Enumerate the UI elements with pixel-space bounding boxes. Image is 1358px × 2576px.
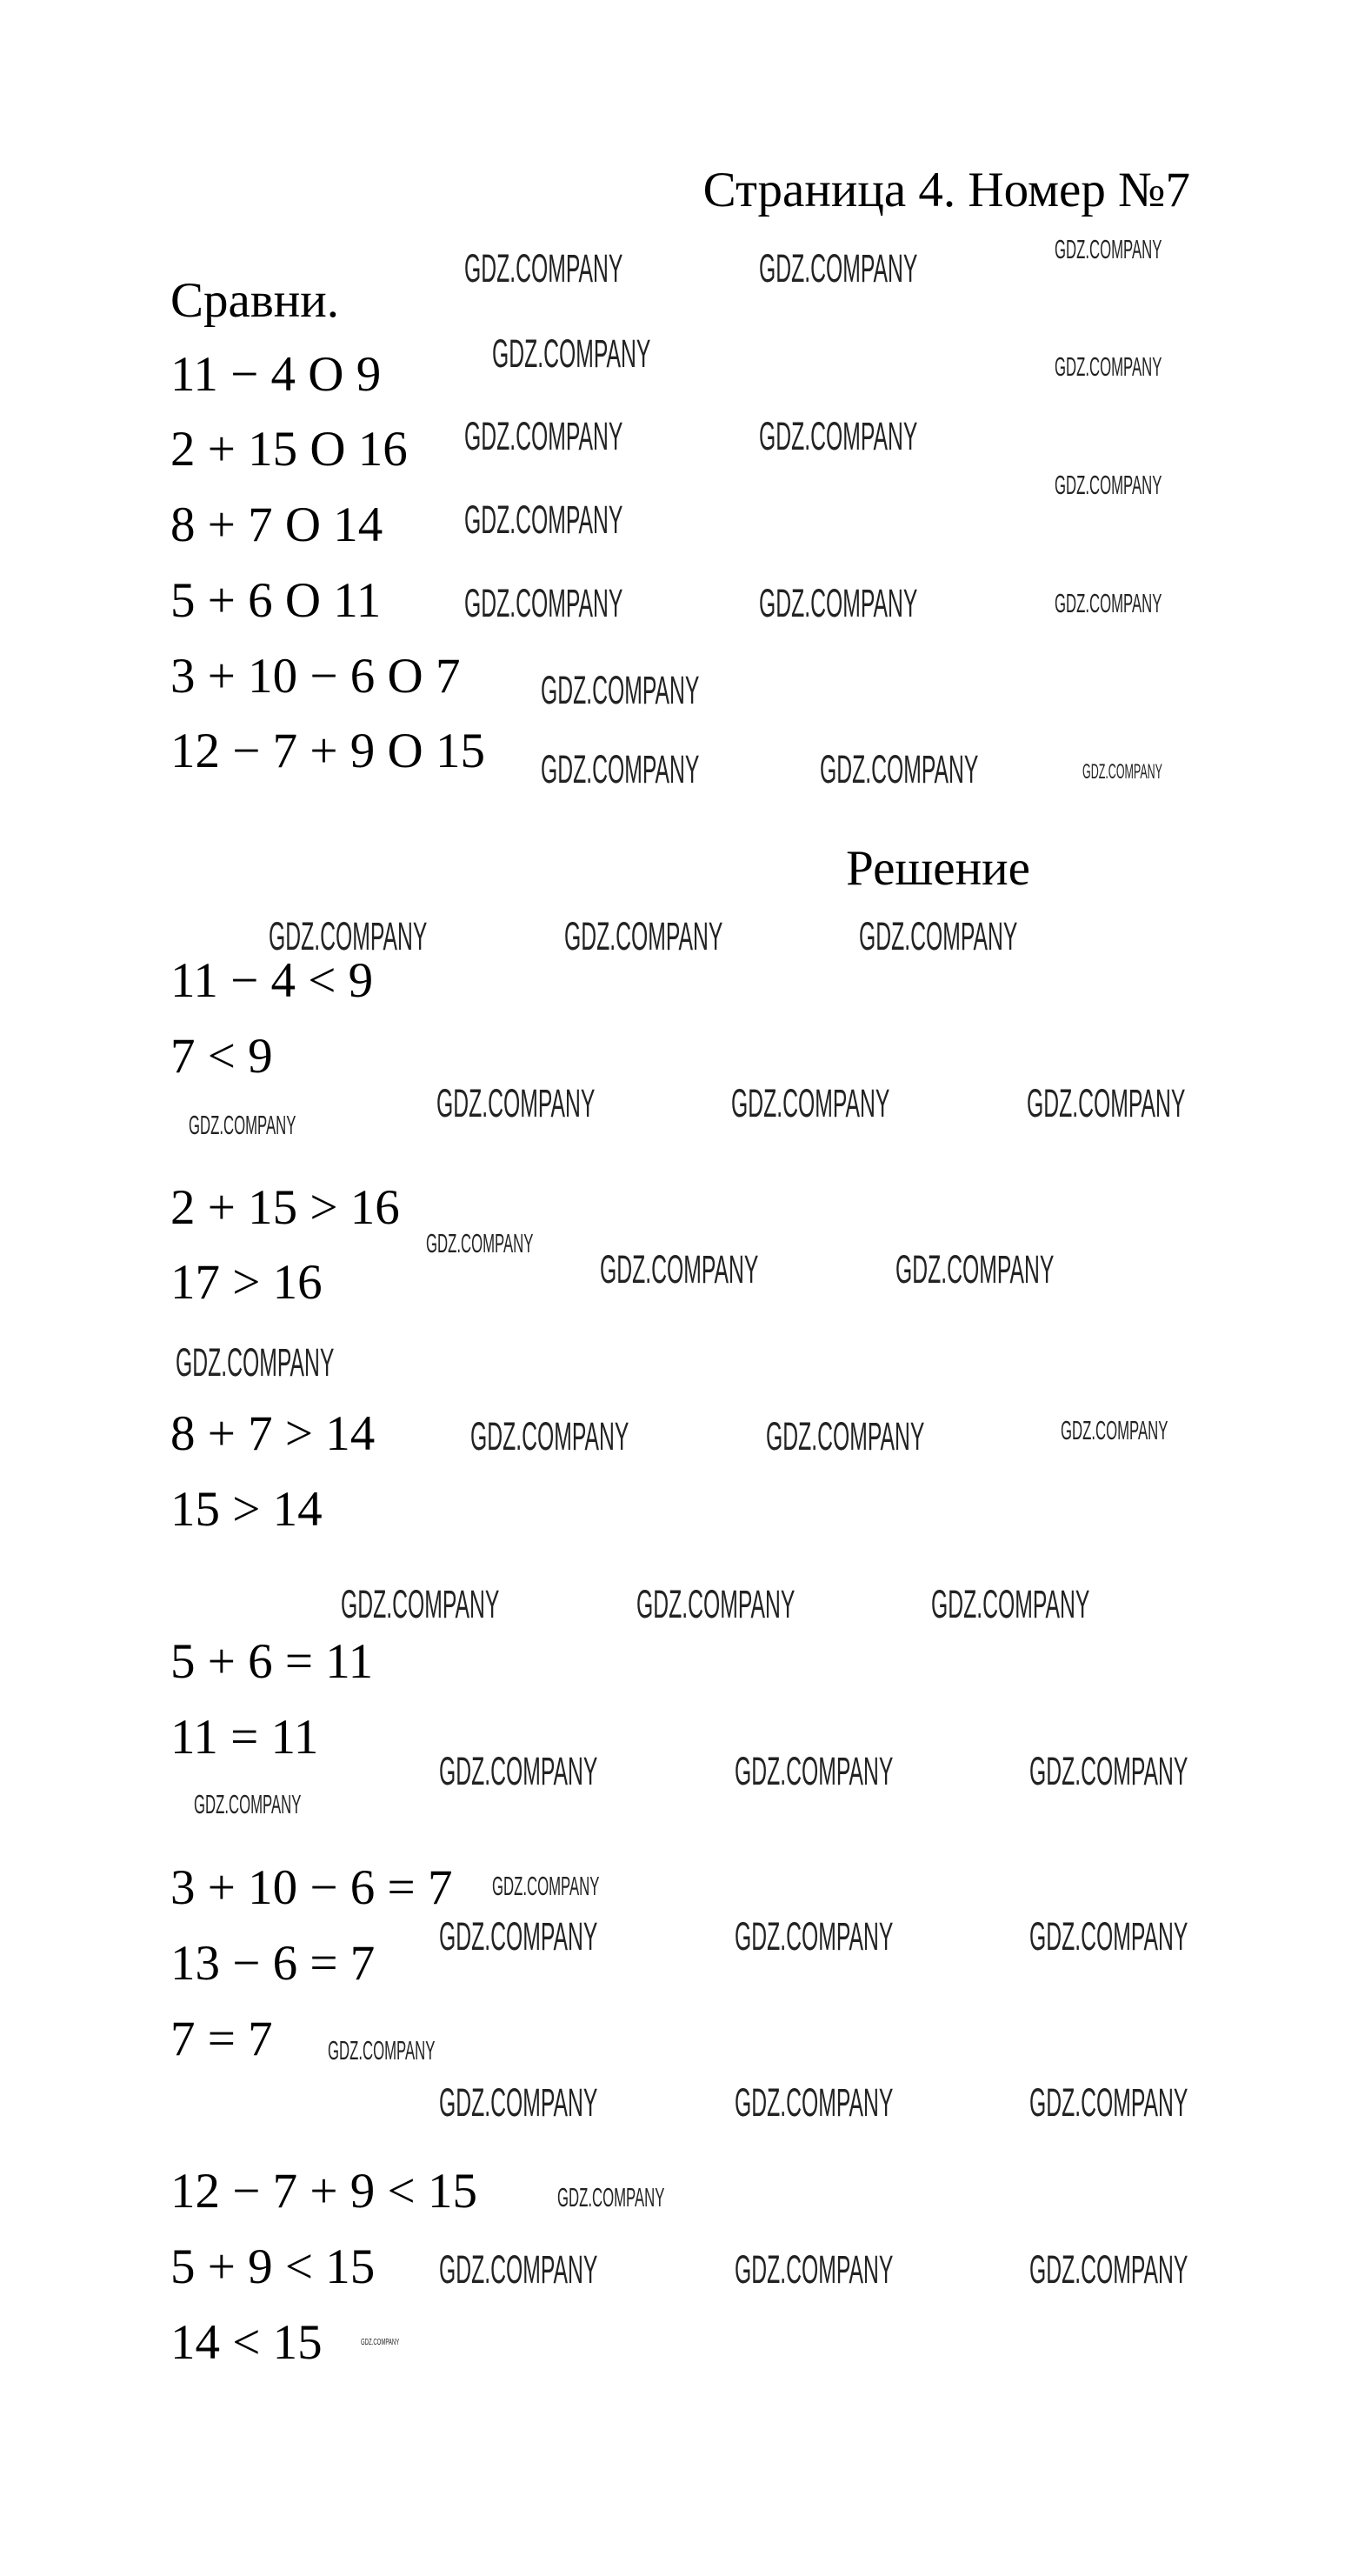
watermark: GDZ.COMPANY [895,1247,1055,1291]
solution-line: 14 < 15 [170,2315,323,2370]
watermark: GDZ.COMPANY [492,1871,600,1901]
task-item: 2 + 15 O 16 [170,422,408,477]
solution-line: 15 > 14 [170,1482,323,1537]
watermark: GDZ.COMPANY [759,414,918,458]
watermark: GDZ.COMPANY [328,2035,436,2065]
watermark: GDZ.COMPANY [931,1582,1090,1626]
watermark: GDZ.COMPANY [341,1582,500,1626]
task-item: 11 − 4 O 9 [170,347,382,402]
solution-line: 7 = 7 [170,2012,273,2066]
page-title: Страница 4. Номер №7 [702,163,1190,217]
watermark: GDZ.COMPANY [1055,470,1162,500]
watermark: GDZ.COMPANY [176,1340,335,1385]
task-item: 3 + 10 − 6 O 7 [170,649,461,704]
task-item: 12 − 7 + 9 O 15 [170,724,485,778]
watermark: GDZ.COMPANY [492,331,651,376]
watermark: GDZ.COMPANY [766,1414,925,1458]
watermark: GDZ.COMPANY [1029,2080,1188,2125]
watermark: GDZ.COMPANY [759,246,918,290]
watermark: GDZ.COMPANY [557,2182,665,2212]
solution-line: 11 = 11 [170,1710,319,1765]
watermark: GDZ.COMPANY [859,914,1018,958]
watermark: GDZ.COMPANY [1029,1914,1188,1959]
watermark: GDZ.COMPANY [439,2247,598,2292]
solution-line: 2 + 15 > 16 [170,1180,400,1235]
watermark: GDZ.COMPANY [735,1914,894,1959]
solution-line: 5 + 6 = 11 [170,1634,374,1689]
task-item: 5 + 6 O 11 [170,573,382,628]
watermark: GDZ.COMPANY [470,1414,629,1458]
watermark: GDZ.COMPANY [1029,2247,1188,2292]
solution-line: 11 − 4 < 9 [170,953,374,1008]
watermark: GDZ.COMPANY [600,1247,759,1291]
solution-line: 17 > 16 [170,1255,323,1310]
solution-line: 7 < 9 [170,1029,273,1084]
watermark: GDZ.COMPANY [439,2080,598,2125]
watermark: GDZ.COMPANY [735,2247,894,2292]
watermark: GDZ.COMPANY [436,1081,596,1125]
watermark: GDZ.COMPANY [541,747,700,791]
solution-line: 3 + 10 − 6 = 7 [170,1860,453,1915]
watermark: GDZ.COMPANY [1029,1749,1188,1793]
solution-line: 12 − 7 + 9 < 15 [170,2164,477,2219]
watermark: GDZ.COMPANY [464,414,623,458]
watermark: GDZ.COMPANY [439,1914,598,1959]
watermark: GDZ.COMPANY [731,1081,890,1125]
watermark: GDZ.COMPANY [541,668,700,712]
watermark: GDZ.COMPANY [735,1749,894,1793]
watermark: GDZ.COMPANY [564,914,723,958]
watermark: GDZ.COMPANY [1055,588,1162,618]
solution-line: 13 − 6 = 7 [170,1936,376,1991]
watermark: GDZ.COMPANY [426,1228,534,1258]
watermark: GDZ.COMPANY [1055,351,1162,382]
watermark: GDZ.COMPANY [439,1749,598,1793]
watermark: GDZ.COMPANY [1061,1415,1168,1445]
watermark: GDZ.COMPANY [464,497,623,542]
watermark: GDZ.COMPANY [269,914,428,958]
watermark: GDZ.COMPANY [1055,234,1162,264]
watermark: GDZ.COMPANY [189,1110,296,1140]
watermark: GDZ.COMPANY [735,2080,894,2125]
task-heading: Сравни. [170,273,339,328]
task-item: 8 + 7 O 14 [170,497,383,552]
watermark: GDZ.COMPANY [1082,760,1162,784]
watermark: GDZ.COMPANY [759,581,918,625]
solution-line: 5 + 9 < 15 [170,2239,376,2294]
solution-heading: Решение [846,841,1030,896]
watermark: GDZ.COMPANY [361,2338,400,2347]
watermark: GDZ.COMPANY [464,246,623,290]
watermark: GDZ.COMPANY [636,1582,795,1626]
watermark: GDZ.COMPANY [464,581,623,625]
watermark: GDZ.COMPANY [1027,1081,1186,1125]
solution-line: 8 + 7 > 14 [170,1406,376,1461]
watermark: GDZ.COMPANY [194,1789,302,1819]
watermark: GDZ.COMPANY [820,747,979,791]
